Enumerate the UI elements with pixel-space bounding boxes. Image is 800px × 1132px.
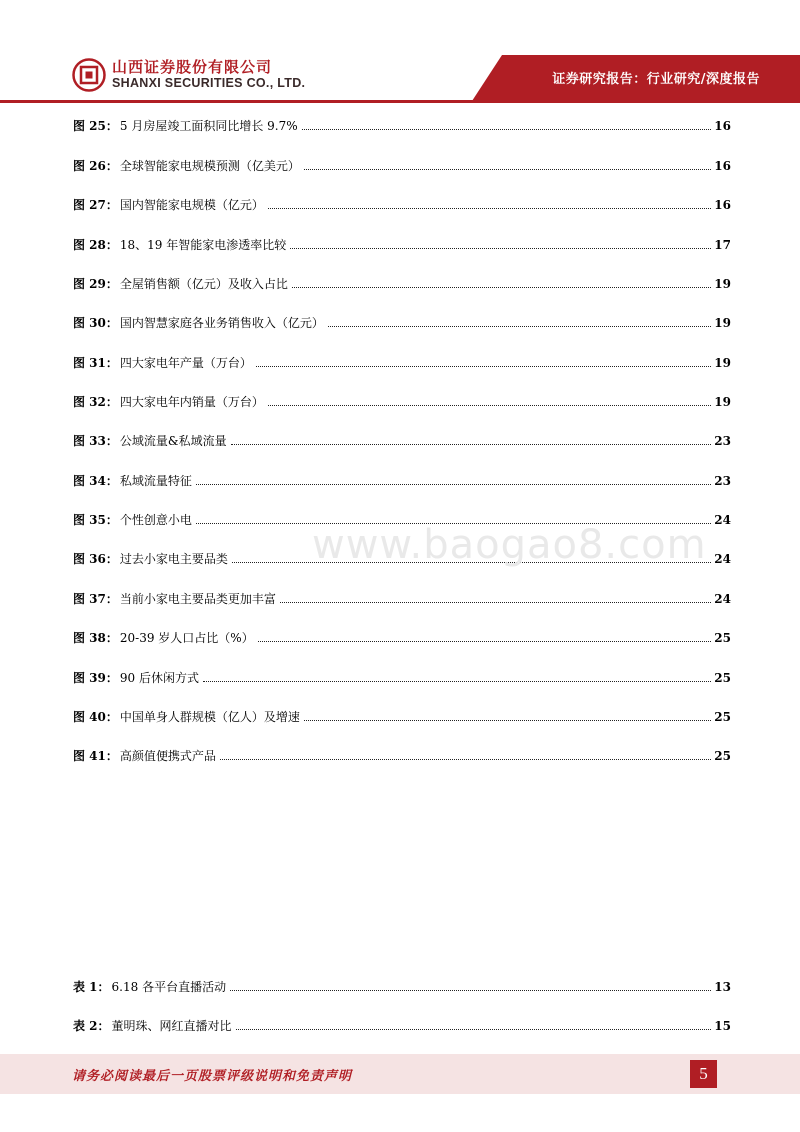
toc-label: 图 40： [73, 710, 118, 724]
toc-page: 25 [714, 710, 731, 724]
toc-label: 图 41： [73, 749, 118, 763]
toc-page: 19 [714, 395, 731, 409]
toc-row[interactable] [73, 429, 731, 449]
page-header [0, 0, 800, 110]
toc-row[interactable] [73, 390, 731, 410]
toc-label: 图 33： [73, 434, 118, 448]
toc-label: 图 31： [73, 356, 118, 370]
toc-row[interactable] [73, 469, 731, 489]
toc-leader [230, 989, 711, 991]
toc-row[interactable] [73, 744, 731, 764]
toc-title: 高颜值便携式产品 [119, 749, 216, 763]
toc-title: 董明珠、网红直播对比 [111, 1019, 232, 1033]
toc-page: 15 [714, 1019, 731, 1033]
toc-page: 24 [714, 552, 731, 566]
toc-leader [231, 443, 712, 445]
toc-page: 16 [714, 198, 731, 212]
toc-page: 17 [714, 238, 731, 252]
toc-row[interactable] [73, 114, 731, 134]
toc-page: 24 [714, 513, 731, 527]
page-number: 5 [690, 1060, 717, 1088]
toc-page: 25 [714, 671, 731, 685]
company-logo-icon [72, 58, 106, 92]
toc-leader [292, 286, 711, 288]
toc-label: 图 37： [73, 592, 118, 606]
toc-row[interactable] [73, 1014, 731, 1034]
toc-row[interactable] [73, 975, 731, 995]
toc-title: 20-39 岁人口占比（%） [119, 631, 254, 645]
company-name-en: SHANXI SECURITIES CO., LTD. [112, 76, 306, 90]
toc-label: 图 28： [73, 238, 118, 252]
toc-page: 25 [714, 631, 731, 645]
toc-title: 18、19 年智能家电渗透率比较 [119, 238, 287, 252]
toc-row[interactable] [73, 666, 731, 686]
toc-row[interactable] [73, 311, 731, 331]
company-logo [72, 58, 305, 92]
report-type: 证券研究报告：行业研究/深度报告 [552, 72, 760, 87]
toc-label: 图 36： [73, 552, 118, 566]
toc-title: 公域流量&私域流量 [119, 434, 227, 448]
toc-row[interactable] [73, 587, 731, 607]
toc-title: 全球智能家电规模预测（亿美元） [119, 159, 300, 173]
toc-title: 中国单身人群规模（亿人）及增速 [119, 710, 300, 724]
toc-title: 四大家电年产量（万台） [119, 356, 252, 370]
toc-page: 25 [714, 749, 731, 763]
header-divider [0, 100, 800, 103]
toc-title: 个性创意小电 [119, 513, 192, 527]
toc-leader [302, 128, 712, 130]
toc-leader [268, 404, 711, 406]
toc-title: 私域流量特征 [119, 474, 192, 488]
disclaimer-link[interactable]: 请务必阅读最后一页股票评级说明和免责声明 [72, 1069, 353, 1084]
toc-title: 过去小家电主要品类 [119, 552, 228, 566]
toc-title: 当前小家电主要品类更加丰富 [119, 592, 276, 606]
toc-label: 图 35： [73, 513, 118, 527]
toc-leader [220, 758, 711, 760]
toc-leader [280, 601, 711, 603]
toc-leader [304, 719, 711, 721]
toc-label: 图 25： [73, 119, 118, 133]
toc-row[interactable] [73, 154, 731, 174]
toc-title: 5 月房屋竣工面积同比增长 9.7% [119, 119, 298, 133]
toc-label: 图 32： [73, 395, 118, 409]
toc-title: 国内智慧家庭各业务销售收入（亿元） [119, 316, 324, 330]
toc-label: 表 2： [73, 1019, 110, 1033]
toc-label: 图 39： [73, 671, 118, 685]
toc-page: 19 [714, 316, 731, 330]
company-name-cn: 山西证券股份有限公司 [112, 58, 273, 76]
toc-page: 24 [714, 592, 731, 606]
toc-title: 四大家电年内销量（万台） [119, 395, 264, 409]
toc-leader [203, 680, 711, 682]
toc-leader [328, 325, 711, 327]
toc-page: 16 [714, 159, 731, 173]
toc-label: 图 26： [73, 159, 118, 173]
toc-title: 6.18 各平台直播活动 [111, 980, 227, 994]
toc-row[interactable] [73, 351, 731, 371]
toc-row[interactable] [73, 705, 731, 725]
toc-row[interactable] [73, 193, 731, 213]
toc-page: 23 [714, 434, 731, 448]
toc-label: 图 38： [73, 631, 118, 645]
toc-label: 表 1： [73, 980, 110, 994]
toc-row[interactable] [73, 233, 731, 253]
toc-page: 19 [714, 356, 731, 370]
watermark: www.baogao8.com [312, 522, 707, 568]
toc-title: 全屋销售额（亿元）及收入占比 [119, 277, 288, 291]
toc-leader [236, 1028, 712, 1030]
toc-row[interactable] [73, 626, 731, 646]
toc-page: 16 [714, 119, 731, 133]
toc-title: 90 后休闲方式 [119, 671, 199, 685]
toc-page: 23 [714, 474, 731, 488]
toc-row[interactable] [73, 272, 731, 292]
toc-leader [256, 365, 711, 367]
toc-title: 国内智能家电规模（亿元） [119, 198, 264, 212]
toc-page: 19 [714, 277, 731, 291]
toc-leader [196, 483, 711, 485]
toc-label: 图 27： [73, 198, 118, 212]
toc-label: 图 34： [73, 474, 118, 488]
toc-leader [290, 247, 711, 249]
toc-leader [268, 207, 711, 209]
toc-leader [258, 640, 712, 642]
toc-label: 图 29： [73, 277, 118, 291]
toc-page: 13 [714, 980, 731, 994]
toc-leader [304, 168, 711, 170]
toc-label: 图 30： [73, 316, 118, 330]
